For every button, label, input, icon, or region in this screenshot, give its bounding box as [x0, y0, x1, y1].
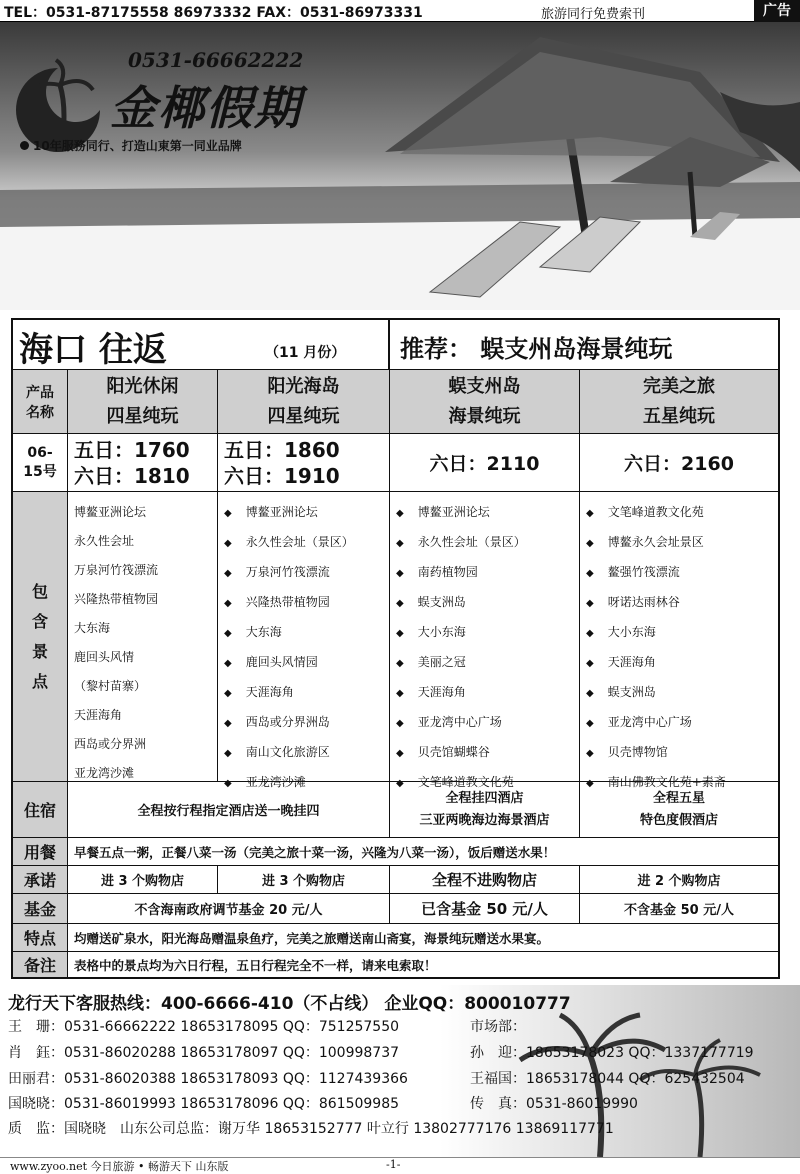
contact-line: 传 真：0531-86019990: [470, 1096, 638, 1112]
date-label-2: 15号: [23, 463, 57, 480]
bullet-icon: [20, 141, 29, 150]
fund-d: 不含基金 50 元/人: [624, 903, 734, 918]
hero-banner: [0, 22, 800, 310]
promise-3: 全程不进购物店: [431, 871, 537, 889]
contact-line: 田丽君：0531-86020388 18653178093 QQ：1127439366: [8, 1071, 408, 1087]
promise-row: [13, 866, 778, 894]
hotline: 龙行天下客服热线：400-6666-410（不占线） 企业QQ：800010777: [8, 994, 571, 1014]
destination-title: 海口 往返: [19, 330, 167, 370]
contact-footer: [0, 985, 800, 1157]
product-3-name-line2: 海景纯玩: [448, 405, 521, 427]
product-1-price-5day: 五日：1760: [74, 437, 190, 462]
promise-2: 进 3 个购物店: [261, 874, 346, 889]
list-item: 兴隆热带植物园: [74, 592, 159, 606]
product-name-row: [13, 370, 778, 434]
list-item: ◆ 贝壳馆蝴蝶谷: [396, 738, 579, 768]
list-item: ◆ 大小东海: [396, 618, 579, 648]
contact-line: 质 监：国晓晓 山东公司总监：谢万华 18653152777 叶立行 13802777176 13869117771: [8, 1121, 614, 1137]
site-line: www.zyoo.net 今日旅游 • 畅游天下 山东版: [10, 1160, 229, 1173]
list-item: ◆ 大小东海: [586, 618, 778, 648]
label-lodging: 住宿: [23, 801, 56, 820]
list-item: ◆ 蜈支洲岛: [396, 588, 579, 618]
spots-row: [13, 492, 778, 789]
list-item: ◆ 鳌强竹筏漂流: [586, 558, 778, 588]
recommend-title: 推荐： 蜈支州岛海景纯玩: [400, 335, 673, 363]
label-fund: 基金: [23, 900, 56, 919]
price-row: [13, 434, 778, 492]
list-item: ◆ 南山佛教文化苑+素斋: [586, 768, 778, 798]
itinerary-table: [11, 318, 780, 979]
list-item: ◆ 亚龙湾沙滩: [224, 768, 389, 798]
list-item: ◆ 万泉河竹筏漂流: [224, 558, 389, 588]
product-1-name-line1: 阳光休闲: [106, 375, 179, 397]
list-item: ◆ 永久性会址（景区）: [396, 528, 579, 558]
list-item: ◆ 天涯海角: [224, 678, 389, 708]
list-item: 西岛或分界洲: [74, 737, 147, 751]
list-item: ◆ 蜈支洲岛: [586, 678, 778, 708]
label-meals: 用餐: [23, 843, 56, 862]
list-item: 鹿回头风情: [74, 650, 135, 664]
product-1-name-line2: 四星纯玩: [106, 405, 179, 427]
list-item: ◆ 永久性会址（景区）: [224, 528, 389, 558]
meals-text: 早餐五点一粥，正餐八菜一汤（完美之旅十菜一汤，兴隆为八菜一汤），饭后赠送水果！: [74, 844, 556, 860]
product-2-spots: [218, 492, 389, 798]
list-item: ◆ 文笔峰道教文化苑: [396, 768, 579, 798]
title-row: [13, 320, 778, 370]
label-features: 特点: [23, 929, 56, 948]
contact-line: 孙 迎：18653178023 QQ：1337177719: [470, 1045, 754, 1061]
lodging-c-line2: 三亚两晚海边海景酒店: [419, 812, 550, 828]
lodging-d-line2: 特色度假酒店: [639, 812, 718, 828]
list-item: ◆ 大东海: [224, 618, 389, 648]
label-product-1: 产品: [26, 384, 54, 401]
list-item: （黎村苗寨）: [74, 679, 147, 693]
list-item: 天涯海角: [74, 708, 123, 722]
product-3-spots: [390, 492, 579, 798]
label-product-2: 名称: [26, 404, 54, 421]
lodging-row: [13, 782, 778, 838]
product-2-price-5day: 五日：1860: [224, 437, 340, 462]
product-1-price-6day: 六日：1810: [74, 463, 190, 488]
list-item: ◆ 美丽之冠: [396, 648, 579, 678]
product-3-price: 六日：2110: [429, 453, 540, 475]
list-item: ◆ 西岛或分界洲岛: [224, 708, 389, 738]
remarks-row: [13, 952, 778, 977]
promise-1: 进 3 个购物店: [100, 874, 185, 889]
list-item: ◆ 贝壳博物馆: [586, 738, 778, 768]
fund-row: [13, 894, 778, 924]
features-text: 均赠送矿泉水，阳光海岛赠温泉鱼疗，完美之旅赠送南山斋宴，海景纯玩赠送水果宴。: [74, 930, 550, 946]
date-label-1: 06-: [27, 444, 53, 461]
label-remarks: 备注: [23, 956, 56, 975]
page-footer: [0, 1157, 800, 1172]
beach-scene-illustration: [0, 22, 800, 310]
lodging-c-line1: 全程挂四酒店: [445, 790, 524, 806]
label-promise: 承诺: [23, 871, 56, 890]
list-item: ◆ 博鳌亚洲论坛: [396, 498, 579, 528]
list-item: ◆ 文笔峰道教文化苑: [586, 498, 778, 528]
list-item: ◆ 南山文化旅游区: [224, 738, 389, 768]
product-4-name-line1: 完美之旅: [643, 375, 715, 397]
product-2-name-line1: 阳光海岛: [267, 375, 340, 397]
contact-line: 王福国：18653178044 QQ：625432504: [470, 1071, 745, 1087]
list-item: 万泉河竹筏漂流: [74, 563, 159, 577]
product-2-price-6day: 六日：1910: [224, 463, 340, 488]
promise-4: 进 2 个购物店: [637, 874, 721, 889]
list-item: 亚龙湾沙滩: [74, 766, 135, 780]
ad-badge: 广告: [754, 0, 800, 22]
hero-phone: 0531-66662222: [128, 48, 304, 72]
label-spots: 包含景点: [31, 581, 48, 691]
contact-line: 市场部：: [470, 1019, 526, 1035]
contact-line: 国晓晓：0531-86019993 18653178096 QQ：861509985: [8, 1096, 400, 1112]
list-item: ◆ 呀诺达雨林谷: [586, 588, 778, 618]
list-item: 永久性会址: [74, 534, 135, 548]
list-item: 大东海: [74, 621, 111, 635]
top-bar: [0, 0, 800, 22]
contact-line: 王 珊：0531-66662222 18653178095 QQ：751257550: [8, 1019, 400, 1035]
header-publication: 旅游同行免费索刊: [541, 7, 646, 22]
lodging-d-line1: 全程五星: [652, 790, 705, 806]
product-1-spots: [68, 492, 217, 788]
page-number: -1-: [386, 1158, 401, 1171]
list-item: ◆ 博鳌永久会址景区: [586, 528, 778, 558]
product-4-name-line2: 五星纯玩: [643, 405, 715, 427]
list-item: ◆ 天涯海角: [396, 678, 579, 708]
fund-c: 已含基金 50 元/人: [421, 900, 548, 918]
product-4-spots: [580, 492, 778, 798]
product-3-name-line1: 蜈支州岛: [448, 375, 521, 397]
fund-a: 不含海南政府调节基金 20 元/人: [134, 903, 323, 918]
contact-line: 肖 鈺：0531-86020288 18653178097 QQ：100998737: [8, 1045, 400, 1061]
month-label: （11 月份）: [265, 345, 346, 361]
list-item: ◆ 亚龙湾中心广场: [396, 708, 579, 738]
list-item: ◆ 南药植物园: [396, 558, 579, 588]
remarks-text: 表格中的景点均为六日行程，五日行程完全不一样，请来电索取！: [74, 957, 437, 973]
list-item: ◆ 鹿回头风情园: [224, 648, 389, 678]
features-row: [13, 924, 778, 952]
lodging-a: 全程按行程指定酒店送一晚挂四: [137, 804, 320, 819]
product-2-name-line2: 四星纯玩: [267, 405, 340, 427]
product-4-price: 六日：2160: [624, 453, 734, 475]
list-item: ◆ 天涯海角: [586, 648, 778, 678]
list-item: ◆ 亚龙湾中心广场: [586, 708, 778, 738]
list-item: ◆ 博鳌亚洲论坛: [224, 498, 389, 528]
brand-slogan: 10年服務同行、打造山東第一同业品牌: [20, 137, 242, 154]
list-item: ◆ 兴隆热带植物园: [224, 588, 389, 618]
meals-row: [13, 838, 778, 866]
header-contact: TEL：0531-87175558 86973332 FAX：0531-86973331: [4, 5, 423, 21]
brand-name: 金椰假期: [110, 81, 302, 135]
list-item: 博鳌亚洲论坛: [74, 505, 147, 519]
